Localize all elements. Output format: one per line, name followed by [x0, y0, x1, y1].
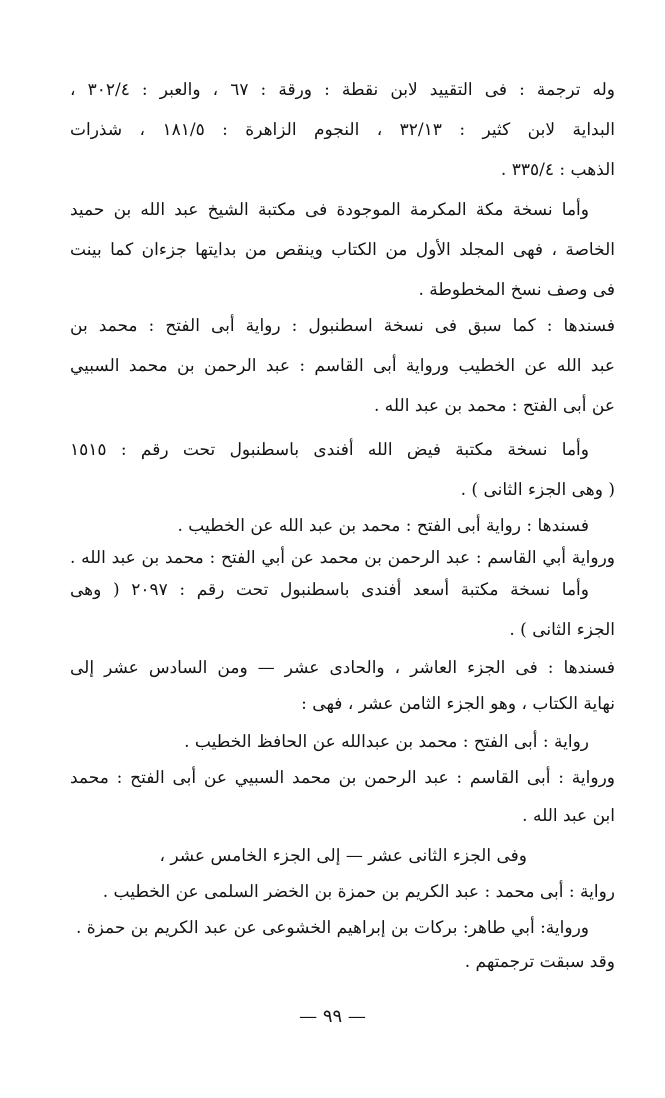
- page-number: — ٩٩ —: [299, 1006, 366, 1027]
- text-line: نهاية الكتاب ، وهو الجزء الثامن عشر ، فهى :: [301, 694, 615, 714]
- text-line: ورواية أبي القاسم : عبد الرحمن بن محمد عن أبي الفتح : محمد بن عبد الله .: [70, 548, 615, 568]
- text-line: الخاصة ، فهى المجلد الأول من الكتاب وينقص من بدايتها جزءان كما بينت: [70, 240, 615, 260]
- text-line: وفى الجزء الثانى عشر — إلى الجزء الخامس عشر ،: [159, 846, 527, 866]
- text-line: ابن عبد الله .: [522, 806, 615, 826]
- text-line: البداية لابن كثير : ٣٢/١٣ ، النجوم الزاهرة : ١٨١/٥ ، شذرات: [70, 120, 615, 140]
- text-line: ورواية: أبي طاهر: بركات بن إبراهيم الخشوعى عن عبد الكريم بن حمزة .: [75, 918, 589, 938]
- text-line: فى وصف نسخ المخطوطة .: [418, 280, 615, 300]
- text-line: فسندها : رواية أبى الفتح : محمد بن عبد الله عن الخطيب .: [177, 516, 589, 536]
- text-line: وله ترجمة : فى التقييد لابن نقطة : ورقة : ٦٧ ، والعبر : ٣٠٢/٤ ،: [70, 80, 615, 100]
- text-line: وأما نسخة مكتبة أسعد أفندى باسطنبول تحت رقم : ٢٠٩٧ ( وهى: [70, 580, 589, 600]
- text-line: رواية : أبى محمد : عبد الكريم بن حمزة بن الخضر السلمى عن الخطيب .: [102, 882, 615, 902]
- text-line: فسندها : فى الجزء العاشر ، والحادى عشر — ومن السادس عشر إلى: [70, 658, 615, 678]
- text-line: ورواية : أبى القاسم : عبد الرحمن بن محمد السبيي عن أبى الفتح : محمد: [70, 768, 615, 788]
- text-line: الجزء الثانى ) .: [509, 620, 615, 640]
- text-line: ( وهى الجزء الثانى ) .: [460, 480, 615, 500]
- text-line: وقد سبقت ترجمتهم .: [464, 952, 615, 972]
- text-line: رواية : أبى الفتح : محمد بن عبدالله عن الحافظ الخطيب .: [184, 732, 589, 752]
- text-line: فسندها : كما سبق فى نسخة اسطنبول : رواية أبى الفتح : محمد بن: [70, 316, 615, 336]
- text-line: عبد الله عن الخطيب ورواية أبى القاسم : عبد الرحمن بن محمد السبيي: [70, 356, 615, 376]
- text-line: الذهب : ٣٣٥/٤ .: [500, 160, 615, 180]
- text-line: وأما نسخة مكتبة فيض الله أفندى باسطنبول تحت رقم : ١٥١٥: [70, 440, 589, 460]
- text-line: وأما نسخة مكة المكرمة الموجودة فى مكتبة الشيخ عبد الله بن حميد: [70, 200, 589, 220]
- page-body: [70, 70, 615, 1070]
- text-line: عن أبى الفتح : محمد بن عبد الله .: [373, 396, 615, 416]
